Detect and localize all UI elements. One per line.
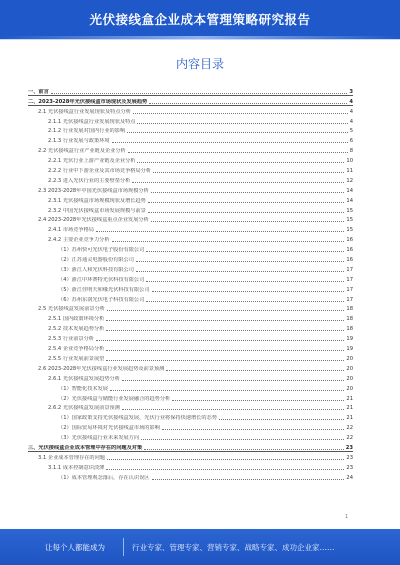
toc-entry-label: 2.2.3 进入光伏行业的主要壁垒分析 [48, 177, 131, 184]
toc-entry[interactable] [28, 431, 353, 441]
toc-entry-label: （2）江苏通灵电器股份有限公司 [58, 257, 134, 264]
toc-entry-page: 17 [346, 266, 353, 273]
toc-dot-leader [172, 400, 344, 401]
toc-entry[interactable] [28, 283, 353, 293]
toc-dot-leader [112, 241, 345, 242]
toc-entry[interactable] [28, 194, 353, 204]
toc-dot-leader [151, 221, 345, 222]
toc-dot-leader [151, 192, 345, 193]
toc-entry-page: 17 [346, 296, 353, 303]
toc-entry-label: （2）国际贸易环境对光伏接线盒市场的影响 [58, 425, 160, 432]
toc-dot-leader [132, 182, 344, 183]
toc-entry-label: 3.1.1 成本控制意识淡薄 [48, 464, 105, 471]
toc-entry-label: 2.6.1 光伏接线盒发展趋势分析 [48, 375, 120, 382]
toc-dot-leader [153, 172, 344, 173]
toc-entry[interactable] [28, 273, 353, 283]
toc-entry-label: 2.4.2 主要企业竞争力分析 [48, 237, 110, 244]
toc-dot-leader [162, 429, 345, 430]
footer-bar [0, 529, 400, 565]
toc-entry-label: 2.1.1 光伏接线盒行业发展现状及特点 [48, 118, 136, 125]
toc-entry[interactable] [28, 214, 353, 224]
toc-entry[interactable] [28, 85, 353, 95]
toc-entry[interactable] [28, 372, 353, 382]
toc-entry-label: 2.3.1 光伏接线盒市场规模现状及增长趋势 [48, 197, 146, 204]
toc-entry-page: 15 [346, 217, 353, 224]
toc-entry-page: 16 [346, 237, 353, 244]
toc-entry[interactable] [28, 243, 353, 253]
toc-entry-label: 2.3 2023-2028年中国光伏接线盒市场规模分析 [38, 187, 149, 194]
toc-entry-label: 2.2.1 光伏行业上游产业链及企业分析 [48, 158, 136, 165]
toc-entry[interactable] [28, 322, 353, 332]
toc-entry[interactable] [28, 382, 353, 392]
toc-entry-page: 18 [346, 316, 353, 323]
toc-dot-leader [96, 340, 344, 341]
toc-dot-leader [137, 123, 347, 124]
toc-dot-leader [106, 320, 344, 321]
toc-dot-leader [106, 350, 344, 351]
toc-dot-leader [146, 251, 344, 252]
toc-entry[interactable] [28, 421, 353, 431]
toc-entry-page: 15 [346, 207, 353, 214]
toc-entry-label: （5）浙江佳明天和缘光伏科技有限公司 [58, 286, 150, 293]
toc-dot-leader [148, 212, 345, 213]
toc-entry-page: 20 [346, 385, 353, 392]
toc-entry-label: （1）苏州快可光伏电子股份有限公司 [58, 247, 145, 254]
toc-entry-label: 2.5.5 行业发展前景展望 [48, 355, 105, 362]
toc-entry-label: 2.5 光伏接线盒发展前景分析 [38, 306, 105, 313]
toc-entry-label: 2.5.3 行业前景分析 [48, 336, 94, 343]
toc-entry-page: 23 [346, 464, 353, 471]
toc-entry[interactable] [28, 223, 353, 233]
toc-entry-label: 二、2023-2028年光伏接线盒市场现状及发展趋势 [28, 98, 148, 105]
report-title: 光伏接线盒企业成本管理策略研究报告 [89, 12, 311, 27]
toc-entry-page: 19 [346, 346, 353, 353]
table-of-contents [28, 85, 353, 481]
toc-entry-page: 3 [349, 88, 353, 95]
toc-entry-page: 23 [346, 454, 353, 461]
toc-dot-leader [146, 301, 344, 302]
toc-entry-page: 4 [349, 118, 353, 125]
toc-entry-label: 2.3.2 中国光伏接线盒市场发展规模与前景 [48, 207, 146, 214]
toc-dot-leader [107, 310, 344, 311]
toc-dot-leader [149, 103, 347, 104]
toc-entry-label: （2）光伏接线盒与储能行业发展融合的趋势分析 [58, 395, 171, 402]
toc-entry[interactable] [28, 352, 353, 362]
toc-dot-leader [107, 459, 344, 460]
toc-entry[interactable] [28, 411, 353, 421]
toc-entry-label: 2.5.2 技术发展趋势分析 [48, 326, 105, 333]
header-bar [0, 0, 400, 40]
toc-entry[interactable] [28, 402, 353, 412]
header-accent-line [0, 36, 400, 39]
toc-entry-label: 2.2.2 行业中下游企业及其市场竞争格局分析 [48, 168, 152, 175]
toc-dot-leader [110, 390, 344, 391]
toc-entry[interactable] [28, 125, 353, 135]
toc-entry-page: 21 [346, 405, 353, 412]
toc-dot-leader [136, 261, 344, 262]
toc-entry[interactable] [28, 451, 353, 461]
toc-entry[interactable] [28, 174, 353, 184]
toc-entry-label: 2.2 光伏接线盒行业产业链及企业分析 [38, 148, 126, 155]
toc-entry-page: 20 [346, 375, 353, 382]
toc-dot-leader [166, 370, 344, 371]
toc-entry-label: 三、光伏接线盒企业成本管理中存在的问题及对策 [28, 444, 143, 451]
toc-entry-label: （3）浙江人和光伏科技有限公司 [58, 266, 134, 273]
toc-entry[interactable] [28, 134, 353, 144]
toc-entry-label: 2.4.1 市场竞争格局 [48, 227, 94, 234]
toc-entry[interactable] [28, 303, 353, 313]
toc-dot-leader [144, 449, 344, 450]
toc-entry-label: 2.4 2023-2028年光伏接线盒重点企业发展分析 [38, 217, 149, 224]
toc-entry-page: 21 [346, 395, 353, 402]
toc-entry-label: 一、前言 [28, 88, 49, 95]
toc-dot-leader [152, 479, 345, 480]
toc-entry-page: 14 [346, 197, 353, 204]
footer-tagline: 行业专家、管理专家、营销专家、战略专家、成功企业家…… [132, 542, 335, 552]
toc-entry-page: 18 [346, 306, 353, 313]
toc-entry-page: 16 [346, 247, 353, 254]
toc-entry[interactable] [28, 441, 353, 451]
toc-entry-label: （3）光伏接线盒行业未来发展方向 [58, 435, 140, 442]
toc-entry-page: 18 [346, 326, 353, 333]
toc-dot-leader [122, 409, 344, 410]
toc-entry-label: 3.1 企业成本管理存在的问题 [38, 454, 105, 461]
toc-entry-page: 23 [345, 444, 353, 451]
toc-entry-page: 4 [349, 108, 353, 115]
toc-entry[interactable] [28, 332, 353, 342]
toc-entry-label: （6）苏州东润光伏电子科技有限公司 [58, 296, 145, 303]
toc-dot-leader [96, 231, 344, 232]
toc-dot-leader [106, 360, 344, 361]
toc-entry[interactable] [28, 164, 353, 174]
toc-entry-page: 20 [346, 355, 353, 362]
toc-entry[interactable] [28, 95, 353, 105]
toc-dot-leader [106, 330, 344, 331]
toc-heading: 内容目录 [175, 57, 224, 71]
toc-dot-leader [51, 93, 348, 94]
toc-entry[interactable] [28, 253, 353, 263]
toc-dot-leader [122, 380, 344, 381]
toc-entry-page: 14 [346, 187, 353, 194]
toc-entry-label: 2.1.2 行业发展对国内行业的影响 [48, 128, 126, 135]
toc-dot-leader [137, 162, 344, 163]
toc-entry-page: 10 [346, 158, 353, 165]
toc-entry-page: 16 [346, 257, 353, 264]
page-number: 1 [345, 514, 349, 520]
toc-entry-page: 22 [346, 435, 353, 442]
toc-entry-page: 19 [346, 336, 353, 343]
toc-entry-label: 2.1 光伏接线盒行业发展现状及特点分析 [38, 108, 131, 115]
toc-entry-page: 4 [349, 98, 353, 105]
toc-entry-label: 2.6 2023-2028年光伏接线盒行业发展趋势及前景预测 [38, 365, 165, 372]
toc-entry-page: 15 [346, 227, 353, 234]
toc-entry[interactable] [28, 312, 353, 322]
toc-entry-label: 2.5.1 国内政策环境分析 [48, 316, 105, 323]
toc-entry[interactable] [28, 204, 353, 214]
toc-entry-label: （4）浙江中环赛特光伏科技有限公司 [58, 276, 145, 283]
toc-entry[interactable] [28, 342, 353, 352]
toc-entry-label: 2.5.4 企业竞争格局分析 [48, 346, 105, 353]
toc-dot-leader [112, 142, 348, 143]
toc-entry-label: 2.6.2 光伏接线盒发展前景预测 [48, 405, 120, 412]
toc-entry-page: 11 [346, 168, 353, 175]
toc-entry[interactable] [28, 461, 353, 471]
toc-entry[interactable] [28, 154, 353, 164]
toc-dot-leader [133, 113, 348, 114]
toc-dot-leader [146, 281, 344, 282]
toc-entry[interactable] [28, 392, 353, 402]
toc-entry[interactable] [28, 263, 353, 273]
toc-entry-label: （1）智能化技术发展 [58, 385, 108, 392]
toc-entry-page: 22 [346, 425, 353, 432]
toc-entry-page: 17 [346, 286, 353, 293]
toc-entry-page: 6 [349, 138, 353, 145]
toc-entry[interactable] [28, 115, 353, 125]
toc-entry[interactable] [28, 184, 353, 194]
toc-dot-leader [148, 202, 345, 203]
toc-entry[interactable] [28, 471, 353, 481]
toc-dot-leader [127, 132, 348, 133]
toc-dot-leader [141, 439, 344, 440]
toc-entry-page: 21 [346, 415, 353, 422]
toc-entry[interactable] [28, 362, 353, 372]
toc-entry-label: （1）国家政策支持光伏接线盒发展，光伏行业将保持快速增长的态势 [58, 415, 217, 422]
footer-slogan: 让每个人都能成为 [45, 542, 105, 552]
toc-dot-leader [152, 291, 345, 292]
footer-divider [123, 538, 124, 556]
toc-entry[interactable] [28, 144, 353, 154]
toc-dot-leader [128, 152, 348, 153]
toc-entry-page: 12 [346, 177, 353, 184]
toc-entry-page: 5 [349, 128, 353, 135]
toc-dot-leader [219, 419, 344, 420]
toc-entry-label: 2.1.3 行业发展与政策环境 [48, 138, 110, 145]
toc-entry-page: 17 [346, 276, 353, 283]
toc-entry-page: 24 [346, 474, 353, 481]
toc-entry-page: 20 [346, 365, 353, 372]
toc-entry-page: 8 [349, 148, 353, 155]
toc-entry[interactable] [28, 105, 353, 115]
toc-dot-leader [136, 271, 344, 272]
toc-entry[interactable] [28, 293, 353, 303]
toc-entry-label: （1）成本管理观念落后，存在认识误区 [58, 474, 150, 481]
toc-entry[interactable] [28, 233, 353, 243]
toc-dot-leader [106, 469, 344, 470]
